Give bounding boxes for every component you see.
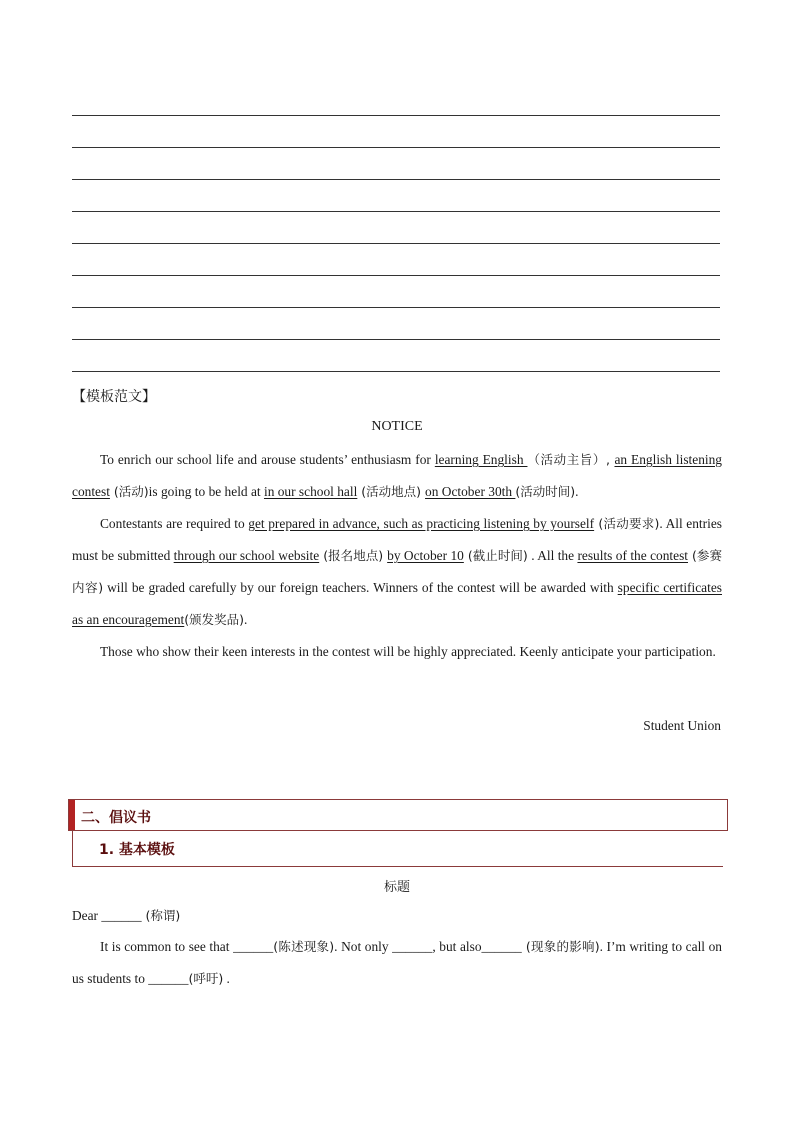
chinese-note: (活动时间) bbox=[515, 484, 576, 499]
underlined-text: through our school website bbox=[173, 548, 320, 563]
answer-line bbox=[72, 115, 720, 116]
chinese-note: (活动要求) bbox=[594, 516, 660, 531]
chinese-note: (报名地点) bbox=[319, 548, 388, 563]
underlined-text: results of the contest bbox=[577, 548, 688, 563]
underlined-text: an English listening contest bbox=[72, 452, 722, 499]
chinese-note: (截止时间) bbox=[463, 548, 528, 563]
text: . bbox=[575, 484, 579, 499]
answer-line bbox=[72, 307, 720, 308]
signature: Student Union bbox=[643, 718, 721, 733]
notice-title: NOTICE bbox=[371, 419, 423, 434]
text: . I’m writing to call on us students to bbox=[72, 939, 722, 986]
text: . All the bbox=[527, 548, 578, 563]
text: To enrich our school life and arouse students’ enthusiasm for bbox=[100, 452, 435, 467]
underlined-text: learning English bbox=[434, 452, 528, 467]
section-header bbox=[68, 799, 728, 831]
answer-line bbox=[72, 371, 720, 372]
notice-paragraph-3 bbox=[72, 636, 722, 668]
subsection-header bbox=[72, 831, 723, 867]
chinese-note: (陈述现象) bbox=[273, 939, 335, 954]
text: . bbox=[244, 612, 248, 627]
notice-paragraph-2 bbox=[72, 508, 722, 636]
blank: ______ bbox=[481, 939, 522, 954]
chinese-note: (颁发奖品) bbox=[184, 612, 245, 627]
answer-line bbox=[72, 179, 720, 180]
answer-line bbox=[72, 275, 720, 276]
model-heading: 【模板范文】 bbox=[72, 389, 156, 405]
text: It is common to see that bbox=[100, 939, 234, 954]
answer-line bbox=[72, 147, 720, 148]
chinese-note: (呼吁) bbox=[188, 971, 224, 986]
chinese-note: （活动主旨）, bbox=[527, 452, 615, 467]
text: is going to be held at bbox=[148, 484, 264, 499]
text: . Not only bbox=[334, 939, 393, 954]
text: Those who show their keen interests in the contest will be highly appreciated. Keenly anticipate your participation. bbox=[100, 644, 716, 659]
blank: ______ bbox=[392, 939, 433, 954]
text: . bbox=[223, 971, 230, 986]
chinese-note: (活动) bbox=[109, 484, 149, 499]
underlined-text: on October 30th bbox=[425, 484, 516, 499]
notice-paragraph-1 bbox=[72, 444, 722, 508]
template-body bbox=[72, 931, 722, 995]
text: , but also bbox=[432, 939, 482, 954]
chinese-note: (现象的影响) bbox=[521, 939, 600, 954]
text: . All entries must be submitted bbox=[72, 516, 722, 563]
underlined-text: specific certificates as an encouragement bbox=[72, 580, 722, 627]
template-salutation bbox=[72, 900, 722, 932]
answer-line bbox=[72, 211, 720, 212]
blank: ______ bbox=[101, 908, 142, 923]
chinese-note: (参赛内容) bbox=[72, 548, 722, 595]
answer-line bbox=[72, 339, 720, 340]
underlined-text: by October 10 bbox=[387, 548, 464, 563]
chinese-note: (称谓) bbox=[141, 908, 181, 923]
section-title: 二、倡议书 bbox=[81, 810, 151, 826]
subsection-title: 1. 基本模板 bbox=[99, 842, 175, 858]
template-title: 标题 bbox=[383, 880, 410, 895]
text: Contestants are required to bbox=[100, 516, 249, 531]
text: will be graded carefully by our foreign teachers. Winners of the contest will be awarded with bbox=[103, 580, 618, 595]
answer-line bbox=[72, 243, 720, 244]
underlined-text: get prepared in advance, such as practicing listening by yourself bbox=[248, 516, 595, 531]
blank: ______ bbox=[233, 939, 274, 954]
underlined-text: in our school hall bbox=[263, 484, 358, 499]
text: Dear bbox=[72, 908, 102, 923]
chinese-note: (活动地点) bbox=[357, 484, 426, 499]
blank: ______ bbox=[148, 971, 189, 986]
section-accent-bar bbox=[69, 800, 75, 830]
